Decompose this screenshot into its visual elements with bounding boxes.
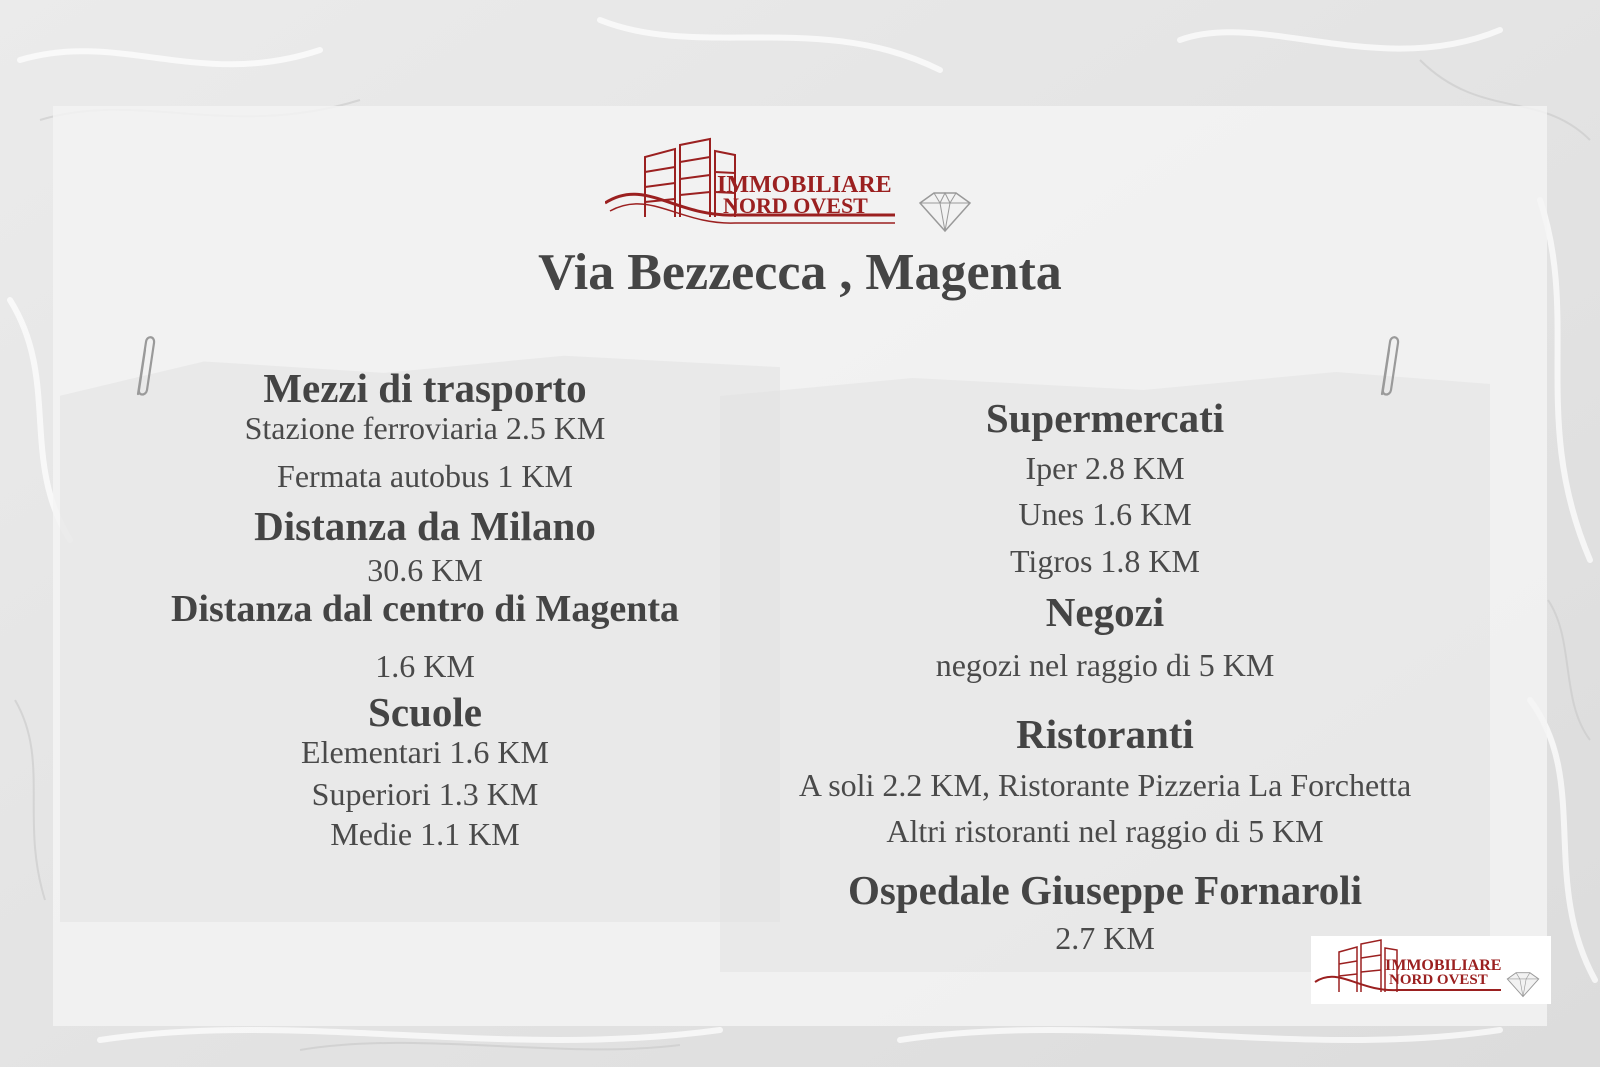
brand-line1: IMMOBILIARE [717, 172, 892, 198]
middle-school-text: Medie 1.1 KM [330, 816, 520, 852]
restaurants-heading: Ristoranti [1016, 711, 1194, 757]
tigros-text: Tigros 1.8 KM [1010, 543, 1200, 579]
high-school-text: Superiori 1.3 KM [311, 776, 539, 812]
restaurants-text-2: Altri ristoranti nel raggio di 5 KM [886, 813, 1324, 849]
transport-heading: Mezzi di trasporto [263, 365, 587, 411]
iper-text: Iper 2.8 KM [1025, 450, 1185, 486]
page-title: Via Bezzecca , Magenta [538, 244, 1062, 301]
brand-line2-small: NORD OVEST [1389, 972, 1488, 988]
train-station-text: Stazione ferroviaria 2.5 KM [244, 410, 606, 446]
supermarkets-heading: Supermercati [985, 395, 1225, 441]
bus-stop-text: Fermata autobus 1 KM [277, 458, 573, 494]
milan-heading: Distanza da Milano [254, 503, 596, 549]
left-column [80, 0, 770, 1067]
hospital-heading: Ospedale Giuseppe Fornaroli [847, 867, 1363, 913]
unes-text: Unes 1.6 KM [1018, 496, 1192, 532]
restaurants-text-1: A soli 2.2 KM, Ristorante Pizzeria La Forchetta [798, 767, 1412, 803]
shops-heading: Negozi [1045, 589, 1165, 635]
hospital-distance-text: 2.7 KM [1055, 920, 1155, 956]
right-column [720, 0, 1490, 1067]
milan-distance-text: 30.6 KM [367, 552, 483, 588]
center-distance-text: 1.6 KM [375, 648, 475, 684]
shops-text: negozi nel raggio di 5 KM [935, 647, 1275, 683]
elementary-text: Elementari 1.6 KM [301, 734, 549, 770]
brand-logo-small [1311, 936, 1551, 1004]
diamond-icon [1501, 970, 1545, 998]
brand-line1-small: IMMOBILIARE [1385, 957, 1502, 974]
brand-line2: NORD OVEST [723, 193, 868, 218]
center-heading: Distanza dal centro di Magenta [170, 588, 680, 630]
schools-heading: Scuole [368, 689, 482, 735]
